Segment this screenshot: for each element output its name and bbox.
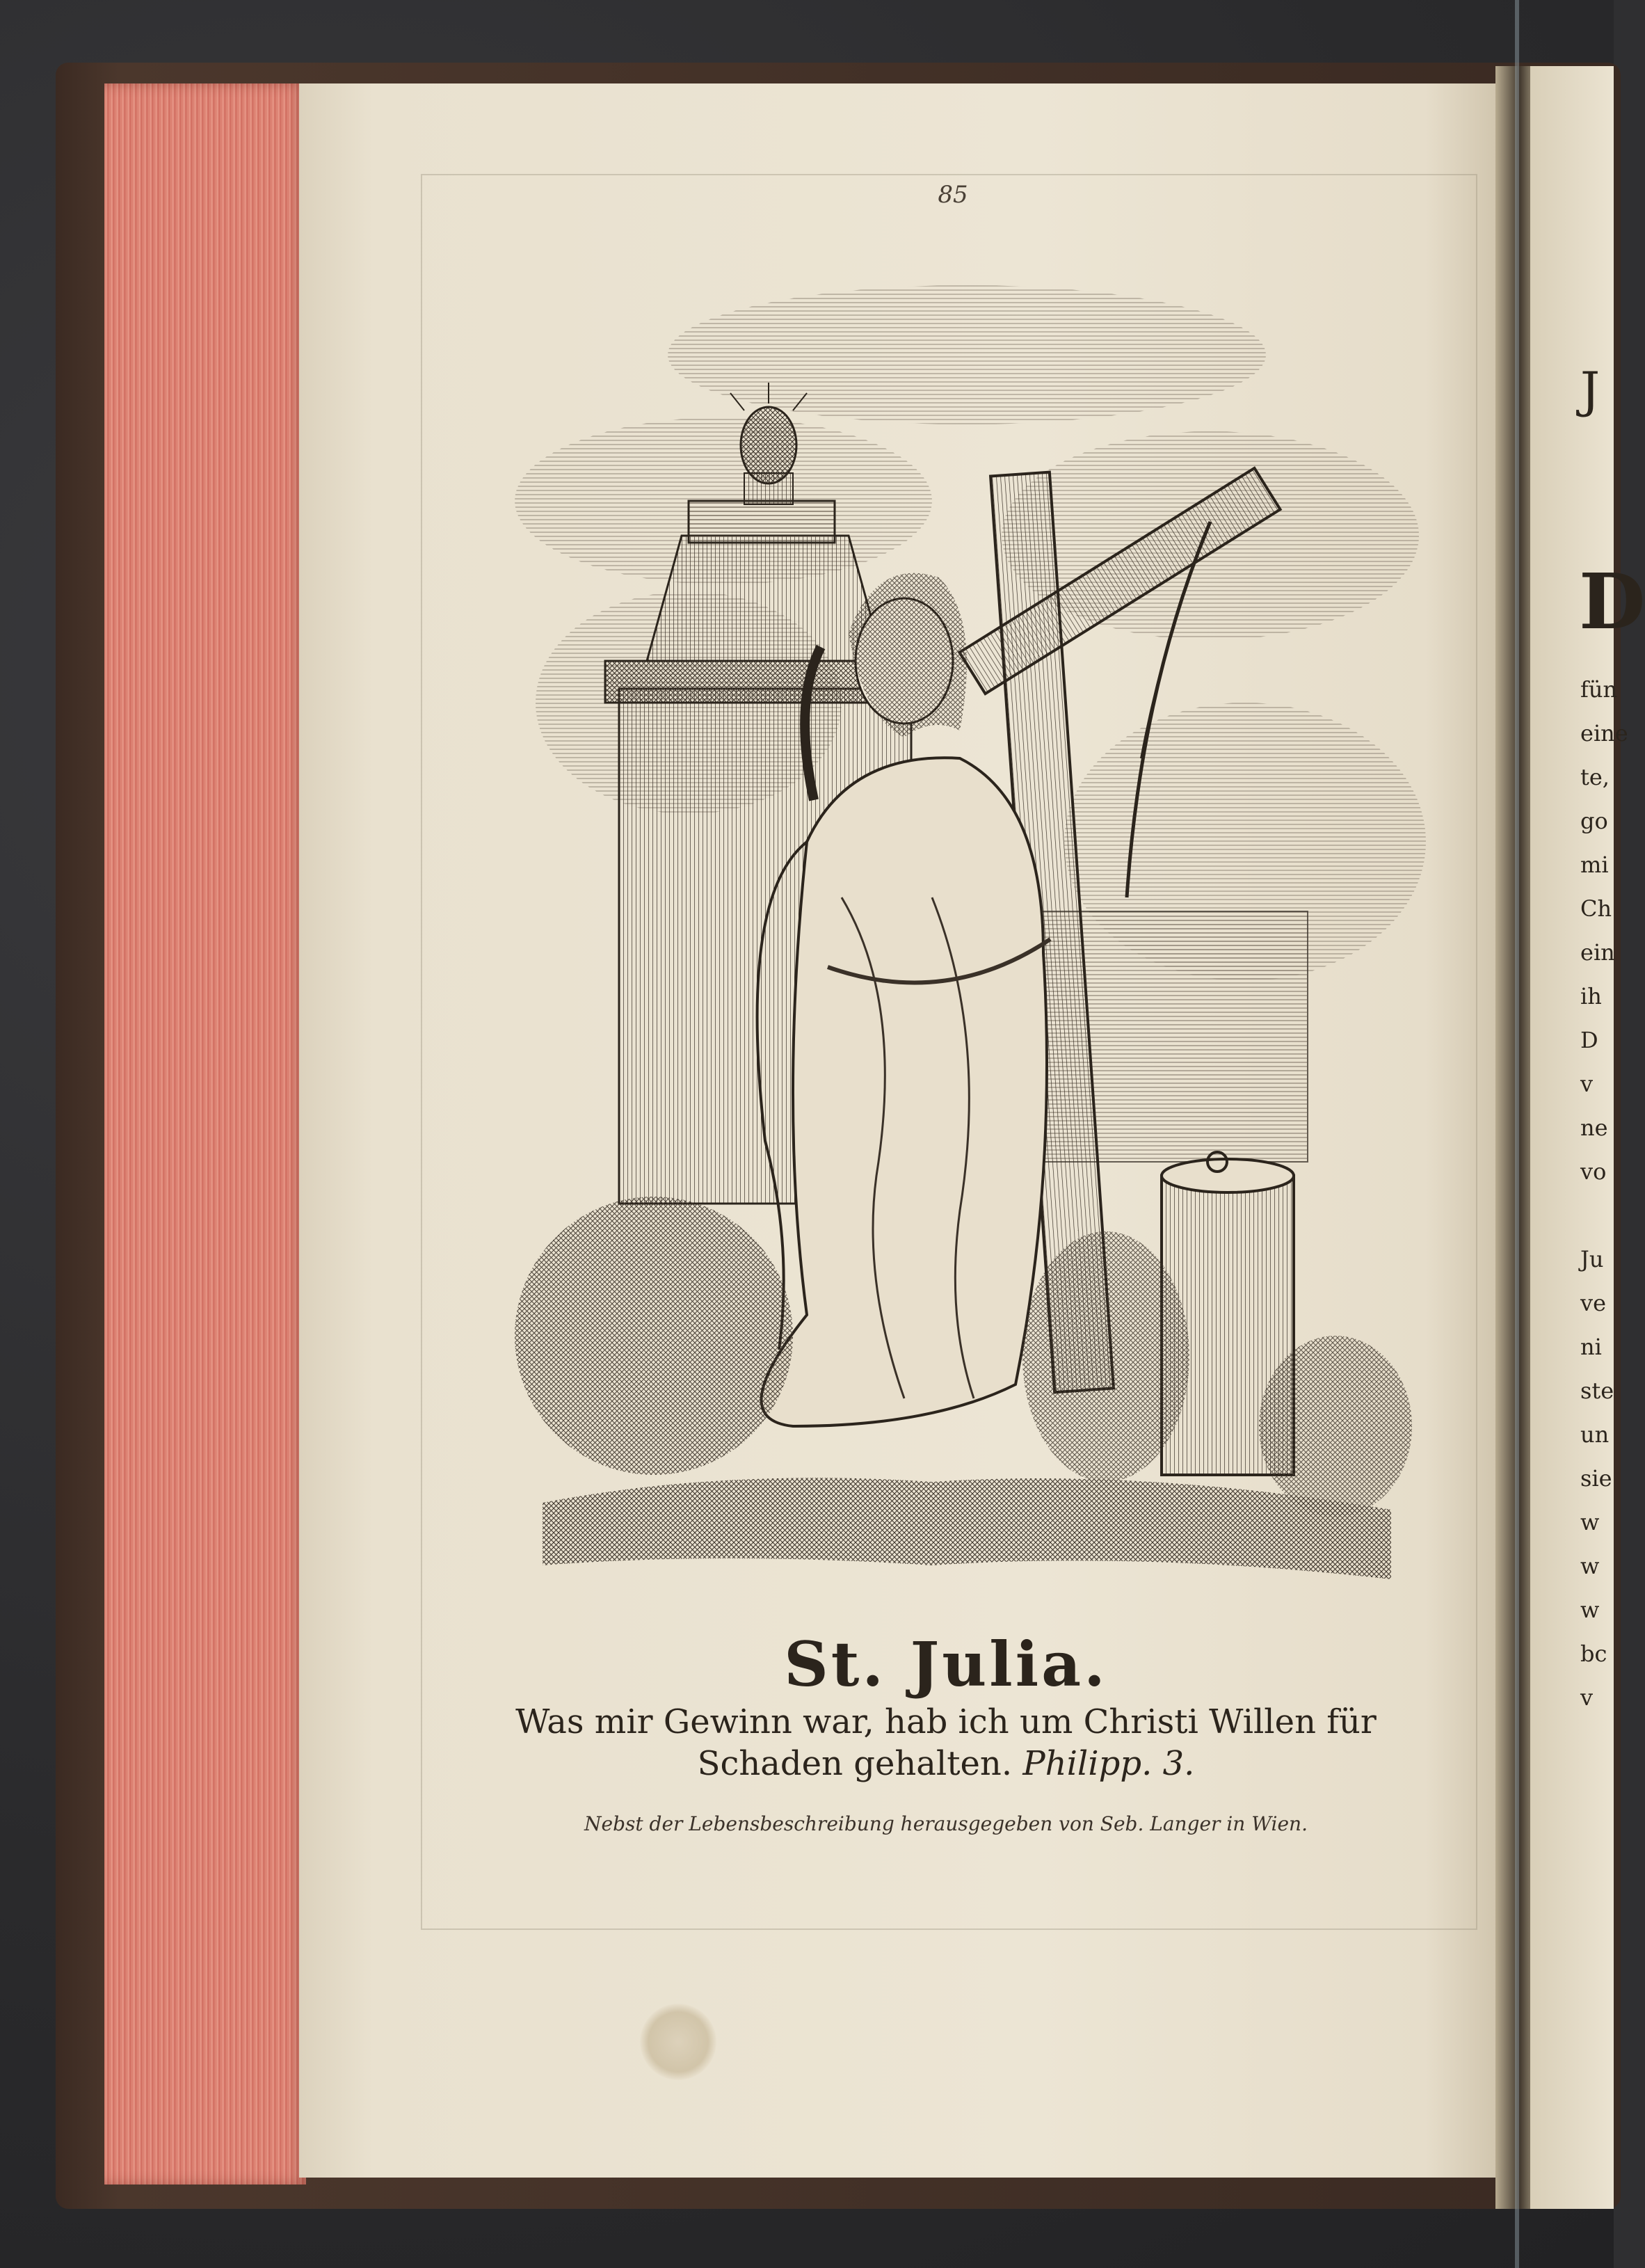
- facing-line: v: [1580, 1684, 1594, 1711]
- facing-line: Ju: [1580, 1246, 1604, 1272]
- motto-line-2-text: Schaden gehalten.: [697, 1744, 1013, 1783]
- facing-line: mi: [1580, 852, 1609, 878]
- library-stamp: [640, 2004, 716, 2080]
- facing-line: eine: [1580, 720, 1628, 746]
- page-number: 85: [938, 181, 968, 209]
- facing-line: w: [1580, 1553, 1600, 1579]
- facing-line: w: [1580, 1597, 1600, 1623]
- plate-motto: [431, 1701, 1461, 1784]
- facing-line: ne: [1580, 1115, 1608, 1141]
- plate-title: St. Julia.: [784, 1628, 1108, 1700]
- engraver-credit: Nebst der Lebensbeschreibung herausgegeben von Seb. Langer in Wien.: [584, 1812, 1308, 1835]
- motto-line-2: [431, 1743, 1461, 1784]
- facing-line: ni: [1580, 1334, 1602, 1360]
- facing-line: vo: [1580, 1158, 1607, 1185]
- facing-line: ste: [1580, 1377, 1614, 1404]
- facing-line: go: [1580, 808, 1608, 834]
- motto-line-1: Was mir Gewinn war, hab ich um Christi Willen für: [515, 1702, 1377, 1741]
- facing-line: te,: [1580, 764, 1610, 790]
- facing-line: v: [1580, 1071, 1594, 1097]
- engraving-illustration: [515, 271, 1419, 1628]
- facing-line: D: [1580, 1027, 1598, 1053]
- facing-page-text: [1580, 668, 1628, 1720]
- facing-line: ve: [1580, 1290, 1607, 1316]
- facing-line: sie: [1580, 1465, 1612, 1492]
- facing-line: w: [1580, 1509, 1600, 1535]
- bible-reference: Philipp. 3.: [1022, 1744, 1195, 1783]
- glass-plate-edge: [1515, 0, 1519, 2268]
- facing-line: un: [1580, 1421, 1610, 1448]
- facing-page-initial: D: [1579, 557, 1645, 646]
- facing-page-heading: J: [1580, 362, 1600, 419]
- page-edges: [104, 83, 306, 2185]
- facing-line: ih: [1580, 983, 1602, 1009]
- facing-line: fün: [1580, 676, 1618, 703]
- facing-line: ein: [1580, 939, 1615, 966]
- facing-line: [1580, 1194, 1622, 1238]
- facing-line: Ch: [1580, 895, 1612, 922]
- facing-line: bc: [1580, 1640, 1607, 1667]
